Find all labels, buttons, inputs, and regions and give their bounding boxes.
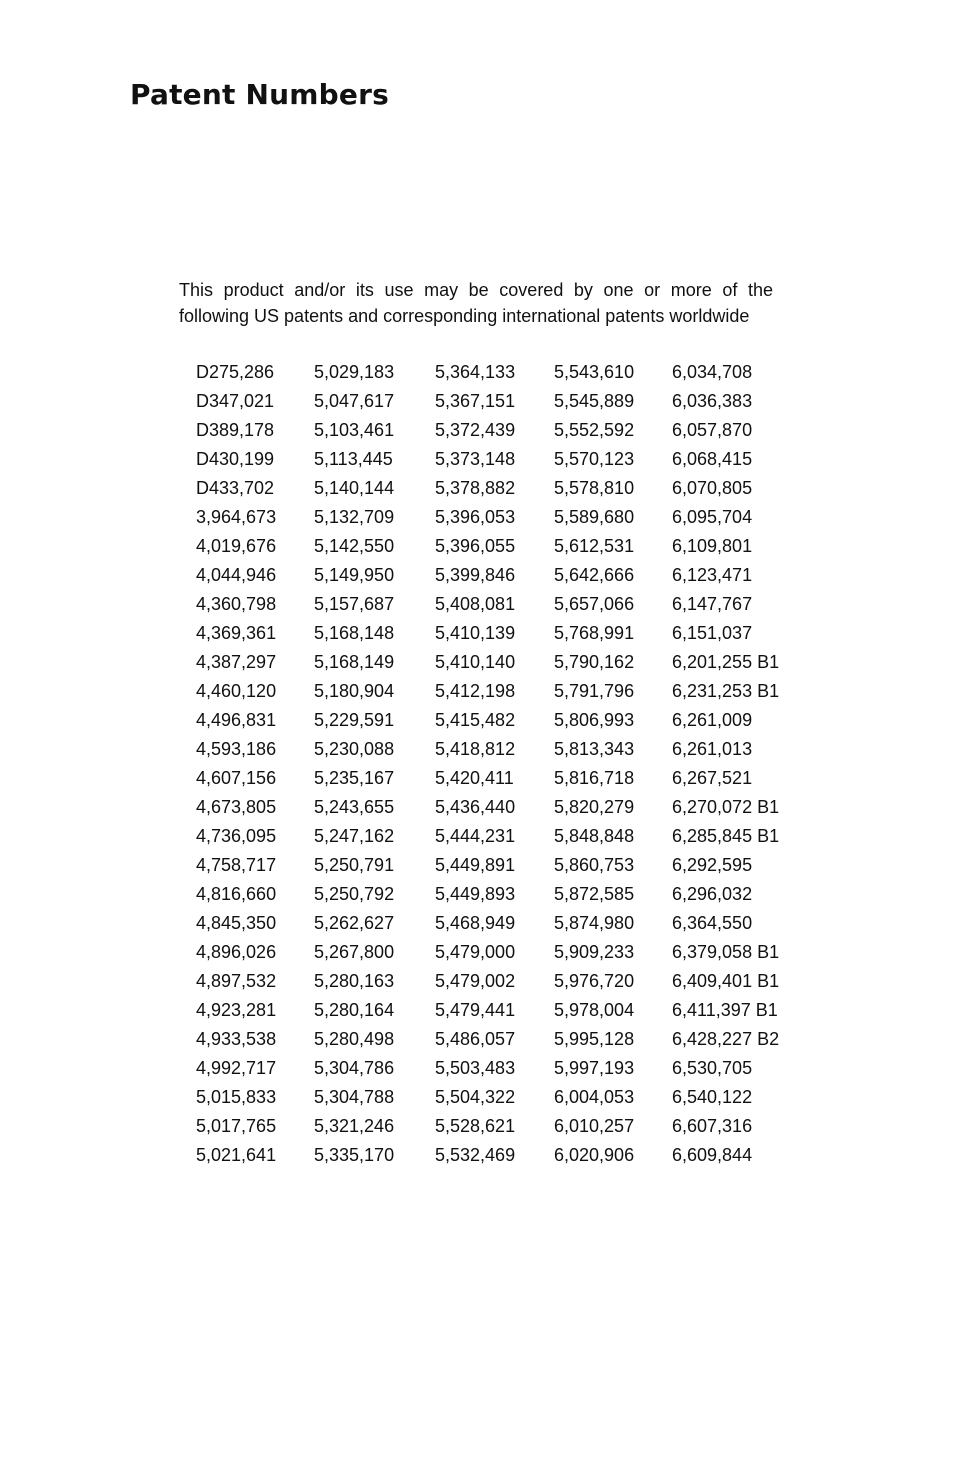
patent-number-cell: 5,848,848 xyxy=(554,826,635,846)
patent-number-cell: 5,396,053 xyxy=(435,507,516,527)
patent-number-cell: 6,364,550 xyxy=(672,913,753,933)
patent-number-cell: 6,231,253 B1 xyxy=(672,681,780,701)
patent-number-cell: 5,015,833 xyxy=(196,1087,277,1107)
table-row xyxy=(196,880,792,909)
patent-number-cell: 5,029,183 xyxy=(314,362,395,382)
intro-paragraph: This product and/or its use may be covered by one or more of the following US patents and corresponding international patents worldwide xyxy=(179,280,773,326)
patent-number-cell: 5,367,151 xyxy=(435,391,516,411)
patent-number-cell: 6,270,072 B1 xyxy=(672,797,780,817)
patent-number-cell: 5,304,788 xyxy=(314,1087,395,1107)
patent-number-cell: 5,132,709 xyxy=(314,507,395,527)
patent-number-cell: 4,607,156 xyxy=(196,768,277,788)
patent-number-cell: 5,589,680 xyxy=(554,507,635,527)
patent-number-cell: 5,545,889 xyxy=(554,391,635,411)
table-row xyxy=(196,474,792,503)
patent-number-cell: 5,436,440 xyxy=(435,797,516,817)
patent-number-cell: 5,021,641 xyxy=(196,1145,277,1165)
table-row xyxy=(196,445,792,474)
patent-number-cell: 5,157,687 xyxy=(314,594,395,614)
patent-number-cell: 6,109,801 xyxy=(672,536,753,556)
table-row xyxy=(196,619,792,648)
patent-number-cell: 5,997,193 xyxy=(554,1058,635,1078)
patent-number-cell: 5,790,162 xyxy=(554,652,635,672)
table-row xyxy=(196,1141,792,1170)
table-row xyxy=(196,1083,792,1112)
patent-number-cell: 5,813,343 xyxy=(554,739,635,759)
patent-number-cell: 5,410,140 xyxy=(435,652,516,672)
table-row xyxy=(196,909,792,938)
table-row xyxy=(196,764,792,793)
table-row xyxy=(196,851,792,880)
patent-number-cell: 6,530,705 xyxy=(672,1058,753,1078)
table-row xyxy=(196,648,792,677)
patent-number-cell: 5,142,550 xyxy=(314,536,395,556)
patent-number-cell: 5,047,617 xyxy=(314,391,395,411)
patent-number-cell: 5,995,128 xyxy=(554,1029,635,1049)
patent-number-cell: D275,286 xyxy=(196,362,275,382)
table-row xyxy=(196,1025,792,1054)
patent-number-cell: 5,552,592 xyxy=(554,420,635,440)
patent-number-cell: 5,243,655 xyxy=(314,797,395,817)
patent-number-cell: D347,021 xyxy=(196,391,275,411)
patent-number-cell: 6,296,032 xyxy=(672,884,753,904)
patent-number-cell: 5,168,148 xyxy=(314,623,395,643)
patent-number-cell: 6,070,805 xyxy=(672,478,753,498)
patent-number-cell: 5,410,139 xyxy=(435,623,516,643)
patent-number-cell: 5,874,980 xyxy=(554,913,635,933)
patent-number-cell: 5,408,081 xyxy=(435,594,516,614)
patent-number-cell: 5,504,322 xyxy=(435,1087,516,1107)
patent-number-cell: 4,897,532 xyxy=(196,971,277,991)
patent-number-cell: 5,280,498 xyxy=(314,1029,395,1049)
patent-number-cell: 5,247,162 xyxy=(314,826,395,846)
patent-number-cell: 5,235,167 xyxy=(314,768,395,788)
patent-number-cell: 5,860,753 xyxy=(554,855,635,875)
patent-table-body xyxy=(196,358,792,1170)
patent-number-cell: 5,399,846 xyxy=(435,565,516,585)
patent-number-cell: 6,057,870 xyxy=(672,420,753,440)
patent-number-cell: 4,496,831 xyxy=(196,710,277,730)
patent-number-cell: 5,909,233 xyxy=(554,942,635,962)
patent-number-cell: 5,364,133 xyxy=(435,362,516,382)
patent-number-cell: 5,479,002 xyxy=(435,971,516,991)
patent-number-cell: 5,528,621 xyxy=(435,1116,516,1136)
table-row xyxy=(196,822,792,851)
patent-number-cell: 5,113,445 xyxy=(314,449,393,469)
patent-number-cell: 6,409,401 B1 xyxy=(672,971,780,991)
patent-number-cell: 5,503,483 xyxy=(435,1058,516,1078)
patent-number-cell: 5,418,812 xyxy=(435,739,516,759)
table-row xyxy=(196,532,792,561)
patent-number-cell: 5,250,791 xyxy=(314,855,395,875)
patent-number-cell: 6,020,906 xyxy=(554,1145,635,1165)
patent-number-cell: 6,095,704 xyxy=(672,507,753,527)
patent-number-cell: 5,642,666 xyxy=(554,565,635,585)
patent-number-cell: 5,140,144 xyxy=(314,478,395,498)
table-row xyxy=(196,706,792,735)
patent-number-cell: D433,702 xyxy=(196,478,275,498)
patent-number-cell: 6,010,257 xyxy=(554,1116,635,1136)
patent-number-cell: 5,449,893 xyxy=(435,884,516,904)
patent-number-cell: 5,280,164 xyxy=(314,1000,395,1020)
patent-number-cell: 5,415,482 xyxy=(435,710,516,730)
table-row xyxy=(196,996,792,1025)
table-row xyxy=(196,561,792,590)
table-row xyxy=(196,416,792,445)
patent-table xyxy=(196,358,792,1170)
patent-number-cell: 4,593,186 xyxy=(196,739,277,759)
patent-number-cell: 5,468,949 xyxy=(435,913,516,933)
patent-number-cell: 5,612,531 xyxy=(554,536,635,556)
patent-number-cell: 5,872,585 xyxy=(554,884,635,904)
patent-number-cell: 5,479,441 xyxy=(435,1000,516,1020)
patent-number-cell: 5,017,765 xyxy=(196,1116,277,1136)
patent-number-cell: 6,261,009 xyxy=(672,710,753,730)
patent-number-cell: 5,978,004 xyxy=(554,1000,635,1020)
patent-number-cell: 4,816,660 xyxy=(196,884,277,904)
patent-number-cell: 6,068,415 xyxy=(672,449,753,469)
patent-number-cell: 6,379,058 B1 xyxy=(672,942,780,962)
patent-number-cell: 4,360,798 xyxy=(196,594,277,614)
patent-number-cell: 3,964,673 xyxy=(196,507,277,527)
patent-number-cell: 4,387,297 xyxy=(196,652,277,672)
table-row xyxy=(196,387,792,416)
patent-number-cell: 5,449,891 xyxy=(435,855,516,875)
patent-number-cell: 4,019,676 xyxy=(196,536,277,556)
patent-number-cell: 4,460,120 xyxy=(196,681,277,701)
patent-number-cell: 6,292,595 xyxy=(672,855,753,875)
patent-number-cell: 5,412,198 xyxy=(435,681,516,701)
patent-number-cell: 6,261,013 xyxy=(672,739,753,759)
patent-number-cell: 5,791,796 xyxy=(554,681,635,701)
patent-number-cell: 6,004,053 xyxy=(554,1087,635,1107)
patent-number-cell: 5,806,993 xyxy=(554,710,635,730)
patent-number-cell: 5,976,720 xyxy=(554,971,635,991)
patent-number-cell: 5,304,786 xyxy=(314,1058,395,1078)
patent-number-cell: 5,578,810 xyxy=(554,478,635,498)
patent-number-cell: 6,034,708 xyxy=(672,362,753,382)
patent-number-cell: 5,321,246 xyxy=(314,1116,395,1136)
patent-number-cell: 5,149,950 xyxy=(314,565,395,585)
patent-number-cell: 4,845,350 xyxy=(196,913,277,933)
patent-number-cell: 5,378,882 xyxy=(435,478,516,498)
table-row xyxy=(196,793,792,822)
table-row xyxy=(196,677,792,706)
patent-number-cell: 6,267,521 xyxy=(672,768,753,788)
patent-number-cell: 5,486,057 xyxy=(435,1029,516,1049)
table-row xyxy=(196,938,792,967)
table-row xyxy=(196,503,792,532)
patent-number-cell: 5,373,148 xyxy=(435,449,516,469)
patent-number-cell: 6,609,844 xyxy=(672,1145,753,1165)
table-row xyxy=(196,1112,792,1141)
patent-number-cell: 5,168,149 xyxy=(314,652,395,672)
patent-number-cell: 6,540,122 xyxy=(672,1087,753,1107)
patent-number-cell: 4,044,946 xyxy=(196,565,277,585)
patent-number-cell: 5,532,469 xyxy=(435,1145,516,1165)
patent-number-cell: 5,396,055 xyxy=(435,536,516,556)
patent-number-cell: 5,230,088 xyxy=(314,739,395,759)
table-row xyxy=(196,967,792,996)
table-row xyxy=(196,1054,792,1083)
patent-number-cell: 6,201,255 B1 xyxy=(672,652,780,672)
patent-number-cell: 4,923,281 xyxy=(196,1000,277,1020)
patent-number-cell: 5,180,904 xyxy=(314,681,395,701)
patent-number-cell: 6,151,037 xyxy=(672,623,753,643)
patent-number-cell: 5,262,627 xyxy=(314,913,395,933)
patent-number-cell: 6,607,316 xyxy=(672,1116,753,1136)
patent-number-cell: 6,147,767 xyxy=(672,594,753,614)
patent-number-cell: 4,896,026 xyxy=(196,942,277,962)
patent-number-cell: 6,285,845 B1 xyxy=(672,826,780,846)
patent-number-cell: D430,199 xyxy=(196,449,275,469)
table-row xyxy=(196,590,792,619)
patent-number-cell: 5,250,792 xyxy=(314,884,395,904)
patent-number-cell: 5,820,279 xyxy=(554,797,635,817)
page-title: Patent Numbers xyxy=(130,78,389,111)
patent-number-cell: 5,768,991 xyxy=(554,623,635,643)
patent-number-cell: 4,736,095 xyxy=(196,826,277,846)
patent-number-cell: 4,673,805 xyxy=(196,797,277,817)
patent-number-cell: D389,178 xyxy=(196,420,275,440)
patent-number-cell: 6,123,471 xyxy=(672,565,753,585)
patent-number-cell: 4,369,361 xyxy=(196,623,277,643)
table-row xyxy=(196,735,792,764)
patent-number-cell: 5,229,591 xyxy=(314,710,395,730)
patent-number-cell: 5,543,610 xyxy=(554,362,635,382)
patent-number-cell: 5,420,411 xyxy=(435,768,514,788)
patent-number-cell: 5,335,170 xyxy=(314,1145,395,1165)
patent-number-cell: 5,479,000 xyxy=(435,942,516,962)
patent-number-cell: 5,570,123 xyxy=(554,449,635,469)
patent-number-cell: 5,103,461 xyxy=(314,420,395,440)
patent-number-cell: 5,372,439 xyxy=(435,420,516,440)
patent-number-cell: 4,933,538 xyxy=(196,1029,277,1049)
patent-number-cell: 4,758,717 xyxy=(196,855,277,875)
table-row xyxy=(196,358,792,387)
patent-number-cell: 5,657,066 xyxy=(554,594,635,614)
patent-number-cell: 4,992,717 xyxy=(196,1058,277,1078)
patent-number-cell: 5,280,163 xyxy=(314,971,395,991)
patent-number-cell: 6,411,397 B1 xyxy=(672,1000,778,1020)
patent-number-cell: 5,267,800 xyxy=(314,942,395,962)
patent-number-cell: 6,428,227 B2 xyxy=(672,1029,780,1049)
patent-number-cell: 6,036,383 xyxy=(672,391,753,411)
patent-number-cell: 5,444,231 xyxy=(435,826,516,846)
patent-number-cell: 5,816,718 xyxy=(554,768,635,788)
